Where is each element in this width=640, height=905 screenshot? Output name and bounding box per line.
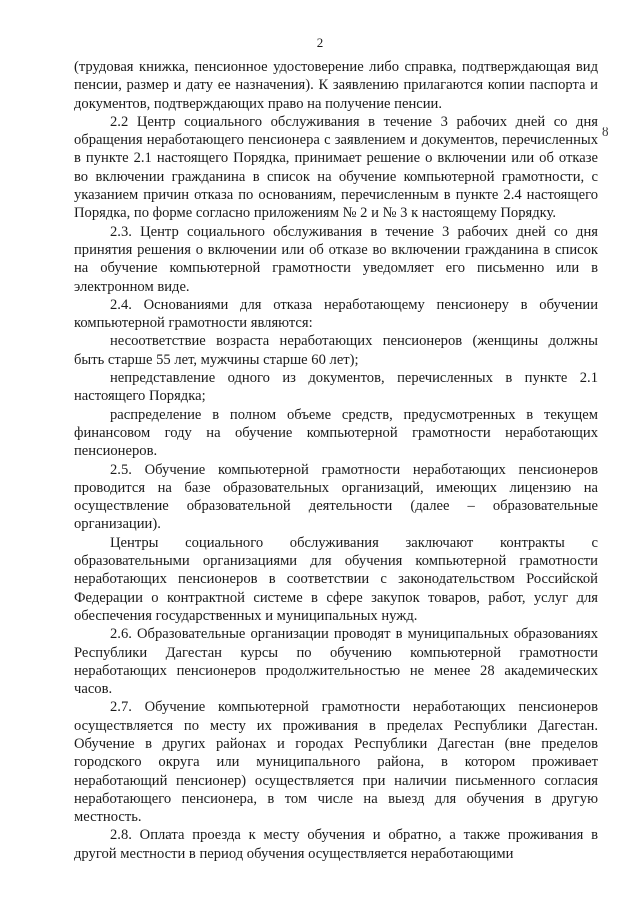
paragraph: 2.8. Оплата проезда к месту обучения и обратно, а также проживания в другой местности в период обучения осуществляется неработающими <box>74 827 598 862</box>
page-number: 2 <box>316 35 324 50</box>
paragraph: 2.4. Основаниями для отказа неработающему пенсионеру в обучении компьютерной грамотности являются: <box>74 296 598 332</box>
paragraph: 2.5. Обучение компьютерной грамотности неработающих пенсионеров проводится на базе образовательных организаций, имеющих лицензию на осуществление образовательной деятельности (далее – образовательные организации). <box>74 461 598 533</box>
document-body <box>74 58 598 863</box>
paragraph: 2.6. Образовательные организации проводят в муниципальных образованиях Республики Дагестан курсы по обучению компьютерной грамотности неработающих пенсионеров продолжительностью не менее 28 академических часов. <box>74 626 598 698</box>
paragraph: несоответствие возраста неработающих пенсионеров (женщины должны быть старше 55 лет, мужчины старше 60 лет); <box>74 333 598 368</box>
paragraph: 2.3. Центр социального обслуживания в течение 3 рабочих дней со дня принятия решения о включении или об отказе во включении гражданина в список на обучение компьютерной грамотности уведомляет его письменно или в электронном виде. <box>74 223 598 295</box>
paragraph: (трудовая книжка, пенсионное удостоверение либо справка, подтверждающая вид пенсии, размер и дату ее назначения). К заявлению прилагаются копии паспорта и документов, подтверждающих право на получение пенсии. <box>74 59 598 112</box>
margin-mark: ȣ <box>602 124 609 139</box>
paragraph: 2.7. Обучение компьютерной грамотности неработающих пенсионеров осуществляется по месту их проживания в пределах Республики Дагестан. Обучение в других районах и городах Республики Дагестан (вне пределов городского округа или муниципального района, в котором проживает неработающий пенсионер) осуществляется при наличии письменного согласия неработающего пенсионера, в том числе на выезд для обучения в другую местность. <box>74 699 598 826</box>
paragraph: распределение в полном объеме средств, предусмотренных в текущем финансовом году на обучение компьютерной грамотности неработающих пенсионеров. <box>74 406 598 460</box>
paragraph: 2.2 Центр социального обслуживания в течение 3 рабочих дней со дня обращения неработающего пенсионера с заявлением и документов, перечисленных в пункте 2.1 настоящего Порядка, принимает решение о включении или об отказе во включении гражданина в список на обучение компьютерной грамотности, с указанием причин отказа по основаниям, перечисленным в пункте 2.4 настоящего Порядка, по форме согласно приложениям № 2 и № 3 к настоящему Порядку. <box>74 113 598 222</box>
paragraph: Центры социального обслуживания заключают контракты с образовательными организациями для обучения компьютерной грамотности неработающих пенсионеров в соответствии с законодательством Российской Федерации о контрактной системе в сфере закупок товаров, работ, услуг для обеспечения государственных и муниципальных нужд. <box>74 534 598 624</box>
paragraph: непредставление одного из документов, перечисленных в пункте 2.1 настоящего Порядка; <box>74 370 598 405</box>
